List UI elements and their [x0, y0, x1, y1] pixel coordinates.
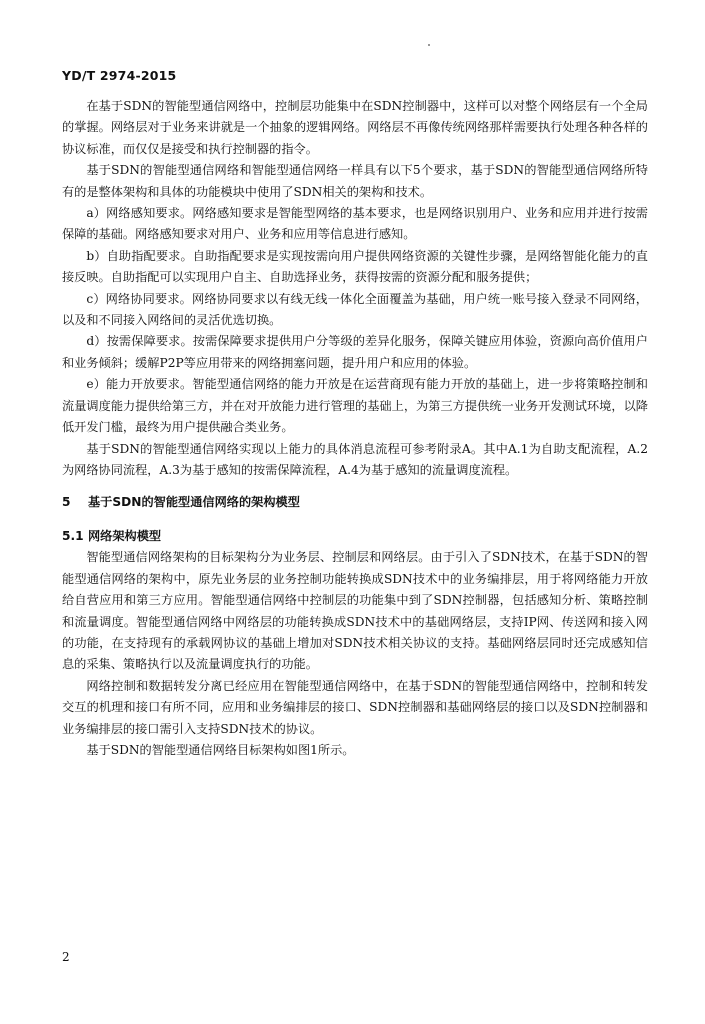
list-item-on-demand-assurance: d）按需保障要求。按需保障要求提供用户分等级的差异化服务，保障关键应用体验，资源向高价值用户和业务倾斜；缓解P2P等应用带来的网络拥塞问题，提升用户和应用的体验。 — [62, 334, 648, 370]
section-heading-5 — [62, 492, 648, 513]
section-title: 网络架构模型 — [88, 529, 162, 544]
list-item-self-provisioning: b）自助指配要求。自助指配要求是实现按需向用户提供网络资源的关键性步骤，是网络智能化能力的直接反映。自助指配可以实现用户自主、自助选择业务，获得按需的资源分配和服务提供； — [62, 248, 648, 285]
list-item-network-awareness: a）网络感知要求。网络感知要求是智能型网络的基本要求，也是网络识别用户、业务和应用并进行按需保障的基础。网络感知要求对用户、业务和应用等信息进行感知。 — [62, 206, 648, 242]
paragraph-control-forwarding: 网络控制和数据转发分离已经应用在智能型通信网络中，在基于SDN的智能型通信网络中，控制和转发交互的机理和接口有所不同，应用和业务编排层的接口、SDN控制器和基础网络层的接口以及SDN控制器和业务编排层的接口需引入支持SDN技术的协议。 — [62, 678, 648, 736]
paragraph-figure-reference: 基于SDN的智能型通信网络目标架构如图1所示。 — [86, 742, 355, 757]
paragraph-appendix-reference: 基于SDN的智能型通信网络实现以上能力的具体消息流程可参考附录A。其中A.1为自助支配流程，A.2为网络协同流程，A.3为基于感知的按需保障流程，A.4为基于感知的流量调度流程。 — [62, 441, 648, 477]
section-title: 基于SDN的智能型通信网络的架构模型 — [88, 495, 300, 510]
standard-number-header: YD/T 2974-2015 — [62, 68, 177, 83]
document-body — [62, 96, 648, 761]
paragraph-control-layer: 在基于SDN的智能型通信网络中，控制层功能集中在SDN控制器中，这样可以对整个网络层有一个全局的掌握。网络层对于业务来讲就是一个抽象的逻辑网络。网络层不再像传统网络那样需要执行处理各种各样的协议标准，而仅仅是接受和执行控制器的指令。 — [62, 99, 648, 156]
section-number: 5.1 — [62, 529, 84, 544]
list-item-capability-exposure: e）能力开放要求。智能型通信网络的能力开放是在运营商现有能力开放的基础上，进一步将策略控制和流量调度能力提供给第三方，并在对开放能力进行管理的基础上，为第三方提供统一业务开发测试环境，以降低开发门槛，最终为用户提供融合类业务。 — [62, 377, 648, 435]
paragraph-architecture-layers: 智能型通信网络架构的目标架构分为业务层、控制层和网络层。由于引入了SDN技术，在基于SDN的智能型通信网络的架构中，原先业务层的业务控制功能转换成SDN技术中的业务编排层，用于将网络能力开放给自营应用和第三方应用。智能型通信网络中控制层的功能集中到了SDN控制器，包括感知分析、策略控制和流量调度。智能型通信网络中网络层的功能转换成SDN技术中的基础网络层，支持IP网、传送网和接入网的功能，在支持现有的承载网协议的基础上增加对SDN技术相关协议的支持。基础网络层同时还完成感知信息的采集、策略执行以及流量调度执行的功能。 — [62, 550, 648, 672]
paragraph-five-requirements: 基于SDN的智能型通信网络和智能型通信网络一样具有以下5个要求，基于SDN的智能型通信网络所特有的是整体架构和具体的功能模块中使用了SDN相关的架构和技术。 — [62, 163, 648, 199]
section-number: 5 — [62, 495, 71, 510]
scan-speck — [428, 44, 430, 46]
page-number: 2 — [62, 950, 70, 964]
list-item-network-coordination: c）网络协同要求。网络协同要求以有线无线一体化全面覆盖为基础，用户统一账号接入登录不同网络，以及和不同接入网络间的灵活优选切换。 — [62, 291, 648, 328]
section-heading-5-1 — [62, 526, 648, 547]
